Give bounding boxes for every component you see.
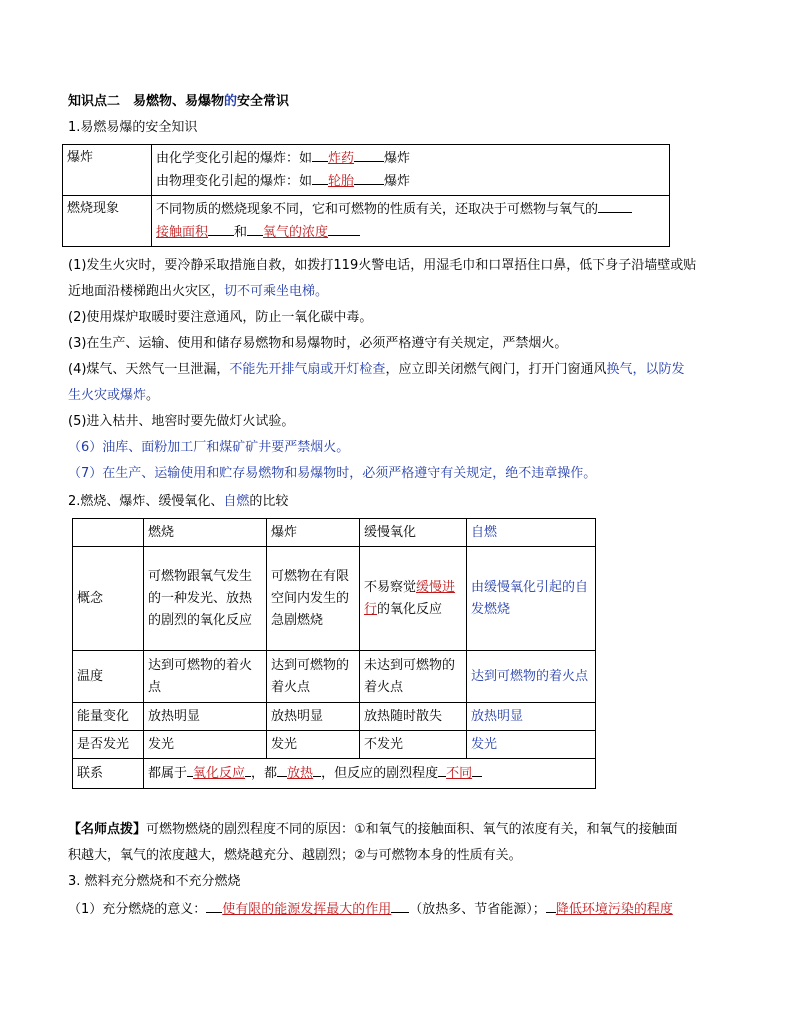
item-4b: 生火灾或爆炸。 (68, 388, 160, 403)
table2-light-burn: 发光 (144, 731, 267, 759)
table2-concept-explode: 可燃物在有限空间内发生的急剧燃烧 (267, 547, 360, 651)
table2-header-empty (73, 519, 144, 547)
table2-concept-burn: 可燃物跟氧气发生的一种发光、放热的剧烈的氧化反应 (144, 547, 267, 651)
table-comparison (72, 518, 596, 789)
table2-temp-burn: 达到可燃物的着火点 (144, 651, 267, 703)
item-2: (2)使用煤炉取暖时要注意通风，防止一氧化碳中毒。 (68, 310, 373, 325)
table2-header-slow: 缓慢氧化 (360, 519, 467, 547)
table2-concept-label: 概念 (73, 547, 144, 651)
table2-temp-slow: 未达到可燃物的着火点 (360, 651, 467, 703)
table2-energy-burn: 放热明显 (144, 703, 267, 731)
table1-row2-content: 不同物质的燃烧现象不同，它和可燃物的性质有关，还取决于可燃物与氧气的 接触面积 和 氧气的浓度 (152, 196, 670, 247)
table2-link-content: 都属于 氧化反应 ，都 放热 ，但反应的剧烈程度 不同 (144, 759, 596, 789)
table2-energy-slow: 放热随时散失 (360, 703, 467, 731)
table1-row2-label: 燃烧现象 (63, 196, 152, 247)
table2-light-explode: 发光 (267, 731, 360, 759)
item-7: （7）在生产、运输使用和贮存易燃物和易爆物时，必须严格遵守有关规定，绝不违章操作。 (68, 466, 597, 481)
table2-concept-self: 由缓慢氧化引起的自发燃烧 (467, 547, 596, 651)
table2-header-explode: 爆炸 (267, 519, 360, 547)
table2-temp-explode: 达到可燃物的着火点 (267, 651, 360, 703)
item-1a: (1)发生火灾时，要冷静采取措施自救，如拨打119火警电话，用湿毛巾和口罩捂住口鼻，低下身子沿墙壁或贴 (68, 258, 697, 273)
sub3-line1: （1）充分燃烧的意义： 使有限的能源发挥最大的作用 （放热多、节省能源）； 降低环境污染的程度 (68, 898, 673, 920)
item-3: (3)在生产、运输、使用和储存易燃物和易爆物时，必须严格遵守有关规定，严禁烟火。 (68, 336, 568, 351)
tip-line1: 【名师点拨】可燃物燃烧的剧烈程度不同的原因：①和氧气的接触面积、氧气的浓度有关，和氧气的接触面 (68, 822, 678, 837)
section-title: 知识点二 易燃物、易爆物的安全常识 (68, 94, 290, 109)
table2-header-burn: 燃烧 (144, 519, 267, 547)
sub1-heading: 1.易燃易爆的安全知识 (68, 120, 198, 135)
table2-link-label: 联系 (73, 759, 144, 789)
item-6: （6）油库、面粉加工厂和煤矿矿井要严禁烟火。 (68, 440, 350, 455)
table2-light-label: 是否发光 (73, 731, 144, 759)
table2-energy-self: 放热明显 (467, 703, 596, 731)
sub2-heading: 2.燃烧、爆炸、缓慢氧化、自燃的比较 (68, 494, 289, 509)
item-1b: 近地面沿楼梯跑出火灾区，切不可乘坐电梯。 (68, 284, 329, 299)
table2-temp-label: 温度 (73, 651, 144, 703)
table1-row1-content: 由化学变化引起的爆炸：如 炸药 爆炸 由物理变化引起的爆炸：如 轮胎 爆炸 (152, 145, 670, 196)
table2-temp-self: 达到可燃物的着火点 (467, 651, 596, 703)
table2-energy-label: 能量变化 (73, 703, 144, 731)
table2-header-self: 自燃 (467, 519, 596, 547)
table1-row1-label: 爆炸 (63, 145, 152, 196)
sub3-heading: 3. 燃料充分燃烧和不充分燃烧 (68, 874, 241, 889)
item-4a: (4)煤气、天然气一旦泄漏，不能先开排气扇或开灯检查，应立即关闭燃气阀门，打开门窗通风换气，以防发 (68, 362, 685, 377)
table2-energy-explode: 放热明显 (267, 703, 360, 731)
item-5: (5)进入枯井、地窖时要先做灯火试验。 (68, 414, 295, 429)
table-safety-knowledge (62, 144, 670, 247)
tip-line2: 积越大，氧气的浓度越大，燃烧越充分、越剧烈；②与可燃物本身的性质有关。 (68, 848, 522, 863)
table2-light-slow: 不发光 (360, 731, 467, 759)
table2-concept-slow: 不易察觉缓慢进行的氧化反应 (360, 547, 467, 651)
table2-light-self: 发光 (467, 731, 596, 759)
